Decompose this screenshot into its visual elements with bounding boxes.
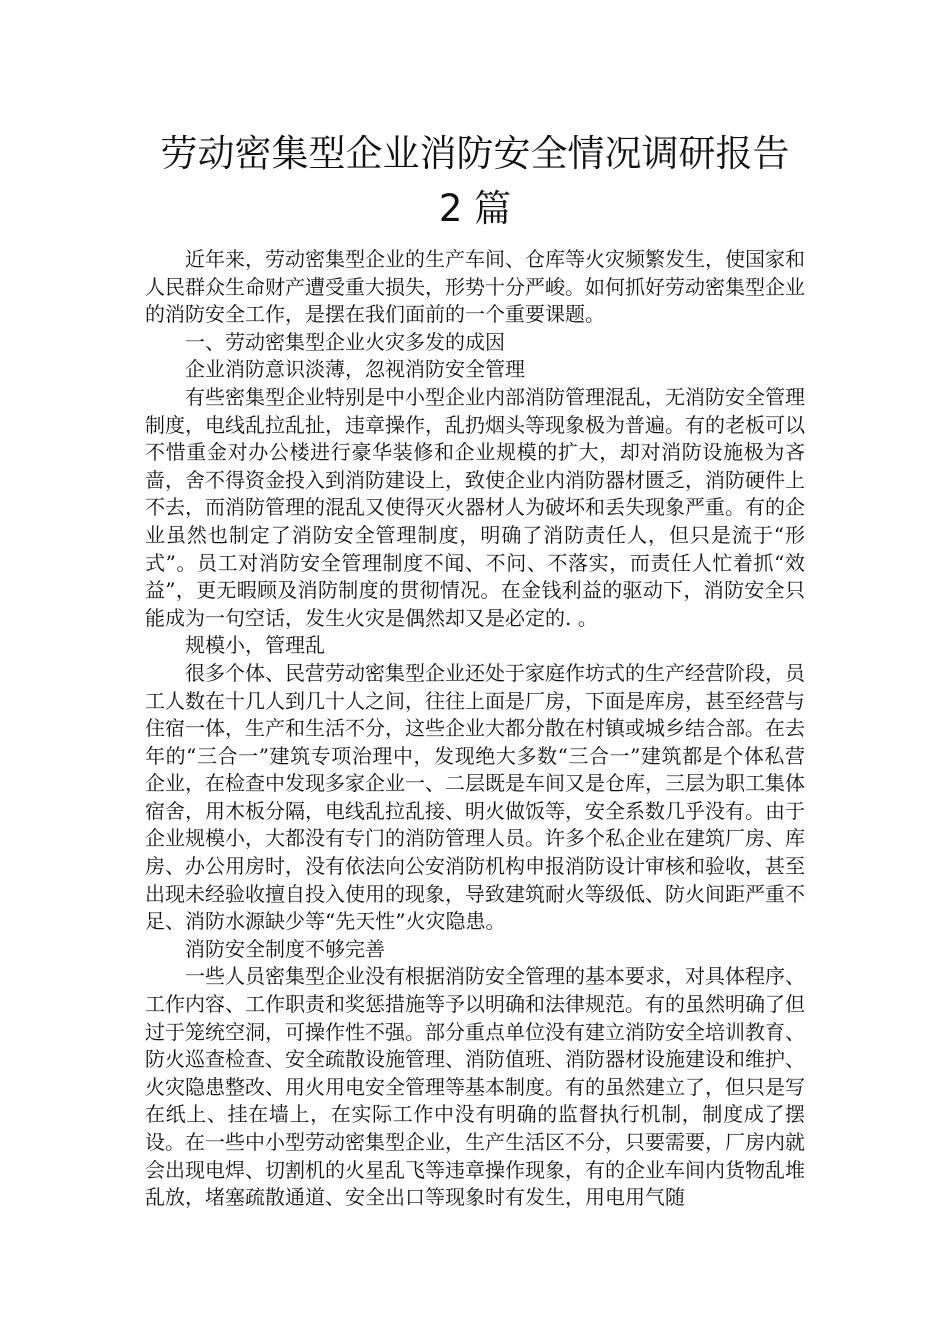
intro-paragraph: 近年来，劳动密集型企业的生产车间、仓库等火灾频繁发生，使国家和人民群众生命财产遭受重大损失，形势十分严峻。如何抓好劳动密集型企业的消防安全工作，是摆在我们面前的一个重要课题。 bbox=[145, 247, 805, 327]
title-line-1: 劳动密集型企业消防安全情况调研报告 bbox=[160, 132, 790, 175]
document-body bbox=[145, 246, 805, 1212]
body-paragraph: 一些人员密集型企业没有根据消防安全管理的基本要求，对具体程序、工作内容、工作职责和奖惩措施等予以明确和法律规范。有的虽然明确了但过于笼统空洞，可操作性不强。部分重点单位没有建立消防安全培训教育、防火巡查检查、安全疏散设施管理、消防值班、消防器材设施建设和维护、火灾隐患整改、用火用电安全管理等基本制度。有的虽然建立了，但只是写在纸上、挂在墙上，在实际工作中没有明确的监督执行机制，制度成了摆设。在一些中小型劳动密集型企业，生产生活区不分，只要需要，厂房内就会出现电焊、切割机的火星乱飞等违章操作现象，有的企业车间内货物乱堆乱放，堵塞疏散通道、安全出口等现象时有发生，用电用气随 bbox=[145, 964, 805, 1210]
subsection-heading: 规模小，管理乱 bbox=[185, 633, 325, 658]
subsection-heading: 企业消防意识淡薄，忽视消防安全管理 bbox=[185, 357, 525, 382]
section-heading: 一、劳动密集型企业火灾多发的成因 bbox=[185, 329, 505, 354]
document-title bbox=[80, 126, 870, 236]
title-line-2: 2 篇 bbox=[438, 187, 512, 230]
subsection-heading: 消防安全制度不够完善 bbox=[185, 936, 385, 961]
body-paragraph: 有些密集型企业特别是中小型企业内部消防管理混乱，无消防安全管理制度，电线乱拉乱扯，违章操作，乱扔烟头等现象极为普遍。有的老板可以不惜重金对办公楼进行豪华装修和企业规模的扩大，却对消防设施极为吝啬，舍不得资金投入到消防建设上，致使企业内消防器材匮乏，消防硬件上不去，而消防管理的混乱又使得灭火器材人为破坏和丢失现象严重。有的企业虽然也制定了消防安全管理制度，明确了消防责任人，但只是流于“形式”。员工对消防安全管理制度不闻、不问、不落实，而责任人忙着抓“效益”，更无暇顾及消防制度的贯彻情况。在金钱利益的驱动下，消防安全只能成为一句空话，发生火灾是偶然却又是必定的. 。 bbox=[145, 384, 805, 630]
body-paragraph: 很多个体、民营劳动密集型企业还处于家庭作坊式的生产经营阶段，员工人数在十几人到几十人之间，往往上面是厂房，下面是库房，甚至经营与住宿一体，生产和生活不分，这些企业大都分散在村镇或城乡结合部。在去年的“三合一”建筑专项治理中，发现绝大多数“三合一”建筑都是个体私营企业，在检查中发现多家企业一、二层既是车间又是仓库，三层为职工集体宿舍，用木板分隔，电线乱拉乱接、明火做饭等，安全系数几乎没有。由于企业规模小，大都没有专门的消防管理人员。许多个私企业在建筑厂房、库房、办公用房时，没有依法向公安消防机构申报消防设计审核和验收，甚至出现未经验收擅自投入使用的现象，导致建筑耐火等级低、防火间距严重不足、消防水源缺少等“先天性”火灾隐患。 bbox=[145, 660, 805, 934]
